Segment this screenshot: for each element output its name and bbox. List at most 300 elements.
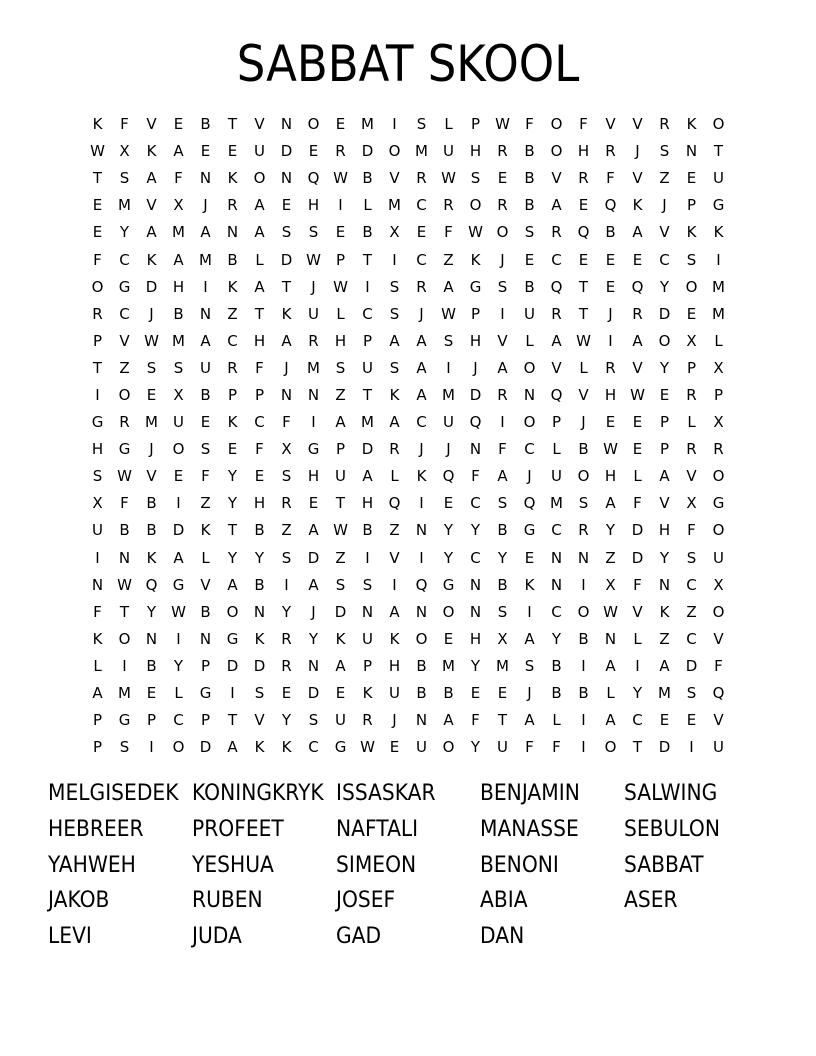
grid-letter: X: [281, 440, 292, 459]
grid-letter: V: [389, 169, 400, 188]
grid-letter: O: [226, 602, 239, 621]
grid-letter: W: [117, 467, 132, 486]
grid-letter: Y: [443, 521, 454, 540]
grid-letter: X: [686, 494, 697, 513]
grid-letter: I: [419, 548, 424, 567]
grid-letter: N: [307, 385, 320, 404]
grid-letter: D: [631, 548, 644, 567]
grid-letter: Z: [659, 629, 670, 648]
grid-letter: R: [686, 440, 697, 459]
grid-letter: P: [470, 304, 481, 323]
grid-letter: A: [416, 385, 427, 404]
grid-letter: K: [227, 169, 238, 188]
word-list-item: JAKOB: [48, 888, 110, 914]
grid-letter: U: [524, 304, 535, 323]
grid-letter: M: [442, 385, 455, 404]
grid-letter: T: [362, 385, 373, 404]
grid-letter: B: [524, 277, 535, 296]
grid-letter: K: [524, 575, 535, 594]
grid-letter: A: [335, 413, 346, 432]
grid-letter: K: [254, 629, 265, 648]
grid-letter: E: [200, 413, 211, 432]
grid-letter: B: [200, 602, 211, 621]
grid-letter: L: [201, 548, 210, 567]
grid-letter: A: [551, 331, 562, 350]
grid-letter: K: [470, 250, 481, 269]
grid-letter: R: [605, 358, 616, 377]
word-list-item: HEBREER: [48, 816, 144, 842]
grid-letter: I: [635, 656, 640, 675]
grid-letter: S: [281, 223, 292, 242]
grid-letter: A: [605, 494, 616, 513]
grid-letter: F: [120, 115, 129, 134]
grid-letter: N: [91, 575, 104, 594]
grid-letter: D: [253, 656, 266, 675]
grid-letter: S: [443, 331, 454, 350]
grid-letter: W: [495, 115, 510, 134]
grid-row: [84, 517, 732, 544]
grid-letter: D: [172, 521, 185, 540]
grid-letter: U: [713, 738, 724, 757]
grid-letter: O: [712, 602, 725, 621]
grid-letter: Q: [307, 169, 320, 188]
grid-letter: E: [200, 142, 211, 161]
grid-letter: B: [362, 223, 373, 242]
grid-letter: V: [632, 602, 643, 621]
grid-letter: N: [469, 440, 482, 459]
grid-letter: M: [172, 223, 185, 242]
grid-letter: B: [524, 142, 535, 161]
grid-letter: X: [713, 413, 724, 432]
grid-letter: D: [280, 250, 293, 269]
grid-letter: N: [415, 521, 428, 540]
grid-letter: Y: [659, 277, 670, 296]
grid-letter: N: [253, 602, 266, 621]
grid-letter: K: [632, 196, 643, 215]
grid-letter: X: [686, 331, 697, 350]
grid-letter: I: [527, 602, 532, 621]
grid-letter: K: [92, 115, 103, 134]
grid-letter: N: [469, 575, 482, 594]
grid-letter: Z: [659, 169, 670, 188]
grid-letter: R: [659, 115, 670, 134]
grid-letter: E: [578, 196, 589, 215]
grid-letter: F: [282, 413, 291, 432]
grid-letter: E: [524, 250, 535, 269]
grid-letter: C: [119, 250, 130, 269]
grid-letter: B: [578, 440, 589, 459]
grid-letter: Y: [254, 548, 265, 567]
grid-letter: T: [227, 115, 238, 134]
grid-letter: I: [149, 738, 154, 757]
grid-letter: B: [146, 656, 157, 675]
grid-letter: P: [92, 331, 103, 350]
grid-letter: B: [497, 575, 508, 594]
grid-letter: V: [713, 711, 724, 730]
grid-letter: U: [200, 358, 211, 377]
grid-letter: R: [713, 440, 724, 459]
grid-letter: Y: [227, 494, 238, 513]
grid-letter: V: [254, 115, 265, 134]
grid-letter: U: [173, 413, 184, 432]
grid-letter: K: [335, 629, 346, 648]
grid-letter: H: [604, 385, 617, 404]
grid-letter: H: [469, 142, 482, 161]
grid-letter: V: [119, 331, 130, 350]
grid-letter: I: [446, 358, 451, 377]
grid-letter: A: [254, 223, 265, 242]
grid-letter: S: [146, 358, 157, 377]
grid-letter: A: [443, 711, 454, 730]
grid-letter: A: [200, 331, 211, 350]
grid-letter: E: [335, 684, 346, 703]
grid-letter: W: [603, 602, 618, 621]
grid-letter: Z: [335, 548, 346, 567]
grid-letter: S: [389, 304, 400, 323]
grid-letter: O: [118, 385, 131, 404]
grid-letter: N: [550, 548, 563, 567]
grid-letter: N: [199, 169, 212, 188]
grid-letter: C: [524, 440, 535, 459]
grid-letter: S: [497, 277, 508, 296]
grid-letter: V: [146, 196, 157, 215]
grid-letter: L: [93, 656, 102, 675]
grid-row: [84, 436, 732, 463]
grid-letter: I: [392, 575, 397, 594]
grid-letter: L: [363, 196, 372, 215]
grid-letter: K: [659, 602, 670, 621]
grid-letter: F: [93, 250, 102, 269]
grid-letter: K: [146, 142, 157, 161]
word-list-item: ASER: [624, 888, 678, 914]
grid-letter: A: [659, 467, 670, 486]
grid-letter: K: [389, 385, 400, 404]
grid-letter: Y: [146, 602, 157, 621]
grid-letter: P: [92, 711, 103, 730]
grid-letter: N: [415, 711, 428, 730]
grid-letter: A: [389, 602, 400, 621]
grid-letter: A: [335, 656, 346, 675]
grid-letter: Z: [200, 494, 211, 513]
grid-letter: T: [92, 169, 103, 188]
grid-letter: P: [362, 331, 373, 350]
grid-letter: R: [551, 304, 562, 323]
word-list-item: RUBEN: [192, 888, 263, 914]
grid-letter: S: [281, 467, 292, 486]
grid-letter: N: [523, 385, 536, 404]
grid-letter: A: [524, 629, 535, 648]
grid-letter: N: [550, 575, 563, 594]
grid-letter: U: [443, 413, 454, 432]
grid-letter: V: [686, 467, 697, 486]
grid-letter: B: [362, 169, 373, 188]
grid-letter: U: [416, 738, 427, 757]
grid-letter: L: [633, 629, 642, 648]
grid-letter: O: [442, 602, 455, 621]
grid-letter: S: [362, 575, 373, 594]
grid-letter: Y: [308, 629, 319, 648]
grid-letter: J: [446, 440, 451, 459]
grid-letter: K: [686, 115, 697, 134]
grid-letter: P: [92, 738, 103, 757]
grid-letter: A: [173, 250, 184, 269]
grid-letter: V: [632, 358, 643, 377]
grid-letter: Z: [605, 548, 616, 567]
grid-letter: M: [442, 656, 455, 675]
grid-letter: H: [577, 142, 590, 161]
grid-letter: S: [416, 115, 427, 134]
grid-letter: S: [200, 440, 211, 459]
grid-letter: B: [578, 629, 589, 648]
grid-letter: Y: [281, 711, 292, 730]
grid-letter: A: [173, 142, 184, 161]
grid-letter: C: [551, 250, 562, 269]
grid-letter: W: [630, 385, 645, 404]
grid-letter: T: [578, 304, 589, 323]
grid-letter: B: [578, 684, 589, 703]
grid-letter: H: [253, 331, 266, 350]
grid-letter: A: [605, 711, 616, 730]
grid-letter: R: [227, 196, 238, 215]
grid-letter: G: [118, 277, 131, 296]
grid-letter: I: [176, 494, 181, 513]
grid-letter: F: [471, 711, 480, 730]
grid-letter: X: [605, 575, 616, 594]
grid-letter: W: [441, 304, 456, 323]
grid-letter: S: [335, 575, 346, 594]
grid-letter: O: [91, 277, 104, 296]
grid-letter: Q: [550, 277, 563, 296]
grid-letter: M: [712, 277, 725, 296]
grid-row: [84, 192, 732, 219]
grid-letter: L: [552, 711, 561, 730]
grid-letter: N: [226, 223, 239, 242]
grid-letter: E: [281, 196, 292, 215]
grid-row: [84, 138, 732, 165]
grid-letter: H: [334, 331, 347, 350]
grid-letter: C: [470, 548, 481, 567]
grid-letter: K: [281, 738, 292, 757]
grid-letter: E: [308, 142, 319, 161]
grid-letter: V: [605, 115, 616, 134]
grid-letter: N: [577, 548, 590, 567]
grid-letter: I: [608, 331, 613, 350]
grid-letter: J: [311, 602, 316, 621]
grid-letter: X: [713, 575, 724, 594]
grid-letter: Z: [227, 304, 238, 323]
grid-letter: J: [662, 196, 667, 215]
grid-letter: J: [203, 196, 208, 215]
grid-row: [84, 409, 732, 436]
grid-letter: I: [581, 738, 586, 757]
grid-letter: B: [605, 223, 616, 242]
grid-letter: J: [419, 440, 424, 459]
grid-letter: A: [200, 223, 211, 242]
grid-letter: P: [146, 711, 157, 730]
grid-letter: K: [146, 250, 157, 269]
grid-letter: W: [144, 331, 159, 350]
grid-letter: Q: [442, 467, 455, 486]
grid-letter: E: [335, 115, 346, 134]
grid-row: [84, 355, 732, 382]
grid-letter: D: [361, 440, 374, 459]
grid-letter: A: [92, 684, 103, 703]
grid-letter: I: [176, 629, 181, 648]
grid-letter: E: [416, 223, 427, 242]
word-list-item: JOSEF: [336, 888, 396, 914]
grid-letter: K: [713, 223, 724, 242]
grid-letter: G: [118, 440, 131, 459]
grid-letter: D: [280, 142, 293, 161]
word-list-item: ABIA: [480, 888, 528, 914]
grid-letter: E: [659, 385, 670, 404]
grid-letter: N: [469, 602, 482, 621]
grid-letter: T: [713, 142, 724, 161]
grid-letter: M: [361, 413, 374, 432]
grid-letter: W: [441, 169, 456, 188]
grid-letter: R: [308, 331, 319, 350]
grid-letter: T: [281, 277, 292, 296]
page-title: SABBAT SKOOL: [236, 35, 580, 93]
grid-letter: N: [199, 629, 212, 648]
grid-letter: W: [306, 250, 321, 269]
grid-letter: X: [389, 223, 400, 242]
grid-letter: E: [389, 738, 400, 757]
grid-letter: T: [119, 602, 130, 621]
grid-letter: O: [577, 602, 590, 621]
grid-letter: X: [497, 629, 508, 648]
grid-letter: L: [633, 467, 642, 486]
grid-letter: K: [416, 467, 427, 486]
grid-row: [84, 165, 732, 192]
grid-letter: V: [497, 331, 508, 350]
grid-letter: C: [659, 250, 670, 269]
grid-row: [84, 246, 732, 273]
grid-letter: E: [632, 413, 643, 432]
grid-letter: T: [227, 711, 238, 730]
grid-letter: C: [632, 711, 643, 730]
grid-letter: Y: [119, 223, 130, 242]
grid-letter: K: [200, 521, 211, 540]
grid-letter: R: [119, 413, 130, 432]
grid-letter: W: [360, 738, 375, 757]
grid-letter: J: [527, 684, 532, 703]
grid-letter: I: [419, 494, 424, 513]
grid-letter: Y: [443, 548, 454, 567]
grid-letter: M: [118, 196, 131, 215]
grid-letter: S: [524, 656, 535, 675]
grid-letter: Z: [389, 521, 400, 540]
grid-letter: S: [308, 223, 319, 242]
grid-letter: N: [199, 304, 212, 323]
grid-letter: F: [201, 467, 210, 486]
grid-letter: R: [416, 277, 427, 296]
grid-letter: F: [255, 358, 264, 377]
grid-letter: C: [227, 331, 238, 350]
grid-letter: I: [338, 196, 343, 215]
grid-letter: E: [92, 196, 103, 215]
grid-letter: A: [308, 521, 319, 540]
grid-letter: L: [255, 250, 264, 269]
grid-letter: E: [605, 413, 616, 432]
grid-letter: O: [172, 440, 185, 459]
grid-letter: V: [551, 169, 562, 188]
grid-letter: O: [550, 142, 563, 161]
grid-letter: H: [388, 656, 401, 675]
grid-letter: U: [713, 169, 724, 188]
grid-letter: C: [254, 413, 265, 432]
grid-row: [84, 599, 732, 626]
grid-letter: B: [524, 169, 535, 188]
grid-letter: D: [226, 656, 239, 675]
grid-letter: I: [581, 711, 586, 730]
grid-letter: D: [145, 277, 158, 296]
grid-letter: I: [392, 115, 397, 134]
grid-letter: C: [470, 494, 481, 513]
grid-letter: U: [308, 304, 319, 323]
grid-letter: T: [254, 304, 265, 323]
grid-letter: O: [523, 413, 536, 432]
grid-letter: U: [713, 548, 724, 567]
grid-letter: Y: [173, 656, 184, 675]
grid-letter: F: [606, 169, 615, 188]
grid-letter: Z: [119, 358, 130, 377]
grid-letter: A: [362, 467, 373, 486]
word-list-item: DAN: [480, 924, 525, 950]
grid-letter: N: [685, 142, 698, 161]
grid-letter: Z: [335, 385, 346, 404]
grid-letter: T: [335, 494, 346, 513]
grid-row: [84, 463, 732, 490]
grid-letter: P: [470, 115, 481, 134]
grid-row: [84, 382, 732, 409]
grid-letter: A: [524, 711, 535, 730]
grid-letter: A: [389, 331, 400, 350]
grid-letter: N: [604, 629, 617, 648]
grid-row: [84, 545, 732, 572]
word-list-item: BENONI: [480, 852, 559, 878]
word-list-item: YESHUA: [192, 852, 274, 878]
grid-letter: C: [686, 629, 697, 648]
grid-letter: F: [174, 169, 183, 188]
grid-letter: R: [632, 304, 643, 323]
grid-letter: Q: [469, 413, 482, 432]
grid-letter: A: [389, 413, 400, 432]
grid-letter: H: [91, 440, 104, 459]
grid-letter: I: [122, 656, 127, 675]
grid-letter: W: [576, 331, 591, 350]
word-list-item: JUDA: [192, 924, 242, 950]
grid-letter: R: [281, 629, 292, 648]
grid-letter: A: [443, 277, 454, 296]
grid-letter: U: [335, 711, 346, 730]
grid-letter: G: [469, 277, 482, 296]
grid-letter: L: [174, 684, 183, 703]
grid-letter: R: [578, 169, 589, 188]
grid-letter: I: [230, 684, 235, 703]
grid-letter: H: [307, 196, 320, 215]
grid-letter: V: [713, 629, 724, 648]
grid-letter: C: [416, 250, 427, 269]
grid-letter: J: [284, 358, 289, 377]
grid-letter: J: [608, 304, 613, 323]
grid-letter: V: [551, 358, 562, 377]
grid-letter: A: [308, 575, 319, 594]
grid-letter: P: [200, 711, 211, 730]
grid-letter: P: [335, 440, 346, 459]
grid-letter: L: [390, 467, 399, 486]
grid-letter: E: [578, 250, 589, 269]
